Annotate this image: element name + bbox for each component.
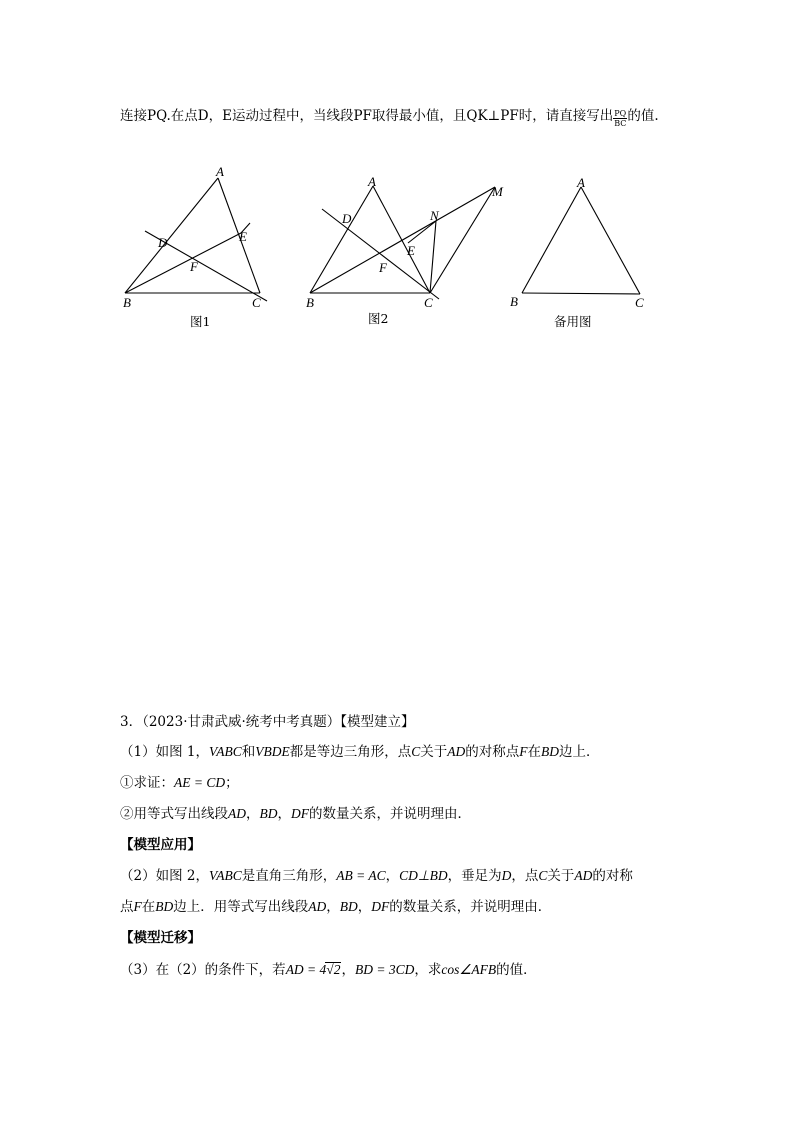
problem3-q1-part2: [120, 804, 471, 824]
text-run: 在: [141, 899, 156, 915]
text-run: AD = 4: [285, 962, 327, 977]
fig1-caption: 图1: [190, 314, 211, 329]
text-run: 2: [333, 962, 341, 977]
fig2-label-F: F: [379, 260, 387, 275]
text-run: 在: [527, 744, 541, 760]
figure-3-diagram: [522, 187, 640, 294]
problem3-q2-line1: [120, 866, 633, 886]
fig2-label-E: E: [407, 243, 415, 258]
text-run: C: [411, 744, 421, 759]
section-model-application: [120, 835, 201, 855]
text-run: BD: [155, 899, 174, 914]
fig1-label-E: E: [239, 229, 247, 244]
intro-text-end: 的值.: [627, 108, 659, 124]
text-run: C: [538, 868, 548, 883]
fig3-label-B: B: [510, 294, 518, 309]
text-run: VABC: [208, 744, 242, 759]
text-run: （1）如图 1，: [120, 744, 209, 760]
fig1-label-A: A: [216, 165, 224, 179]
fraction-denominator: BC: [614, 119, 627, 128]
fig2-caption: 图2: [368, 311, 389, 326]
fig2-label-M: M: [492, 184, 503, 199]
text-run: ，: [357, 899, 372, 915]
text-run: AD: [228, 806, 246, 821]
text-run: F: [519, 744, 528, 759]
text-run: F: [133, 899, 142, 914]
text-run: （2）如图 2，: [120, 868, 209, 884]
fig2-label-A: A: [368, 174, 376, 189]
text-run: AD: [574, 868, 593, 883]
text-run: ①求证：: [120, 775, 174, 791]
text-run: AB = AC: [336, 868, 386, 883]
text-run: ，: [341, 962, 355, 978]
text-run: ，: [277, 806, 291, 822]
text-run: BD: [339, 899, 358, 914]
text-run: VABC: [208, 868, 242, 883]
text-run: ，: [385, 868, 400, 884]
text-run: ②用等式写出线段: [120, 806, 228, 822]
text-run: cos∠AFB: [441, 962, 497, 977]
text-run: 关于: [547, 868, 575, 884]
text-run: 都是等边三角形，点: [289, 744, 412, 760]
text-run: AD: [308, 899, 327, 914]
text-run: ，: [246, 806, 260, 822]
text-run: 的值．: [496, 962, 537, 978]
text-run: 的数量关系，并说明理由．: [309, 806, 471, 822]
text-run: DF: [291, 806, 309, 821]
text-run: BD = 3CD: [354, 962, 415, 977]
fig1-label-F: F: [190, 259, 198, 274]
text-run: 边上．: [559, 744, 600, 760]
fig1-label-B: B: [123, 295, 131, 310]
fig1-label-C: C: [252, 295, 261, 310]
text-run: 关于: [420, 744, 448, 760]
text-run: BD: [259, 806, 278, 821]
text-run: 的对称: [592, 868, 633, 884]
fig1-label-D: D: [158, 235, 168, 250]
text-run: 【模型应用】: [120, 837, 201, 853]
text-run: 【模型迁移】: [120, 930, 201, 946]
text-run: 的数量关系，并说明理由．: [389, 899, 552, 915]
text-run: ；: [225, 775, 239, 791]
section-model-transfer: [120, 928, 201, 948]
fig2-label-N: N: [430, 208, 439, 223]
fig3-caption: 备用图: [554, 314, 592, 329]
fig2-label-B: B: [306, 295, 314, 310]
text-run: ，求: [414, 962, 442, 978]
figure-2-diagram: [310, 186, 495, 299]
problem3-q2-line2: [120, 897, 551, 917]
text-run: ，垂足为: [447, 868, 502, 884]
fraction-numerator: PQ: [614, 109, 627, 118]
text-run: （3）在（2）的条件下，若: [120, 962, 286, 978]
text-run: 3．（2023·甘肃武威·统考中考真题）【模型建立】: [120, 714, 415, 730]
intro-line: [120, 106, 659, 128]
text-run: AD: [447, 744, 466, 759]
text-run: 和: [241, 744, 256, 760]
fig3-label-C: C: [635, 295, 644, 310]
problem3-q1: [120, 742, 600, 762]
text-run: AE = CD: [174, 775, 226, 790]
fig3-label-A: A: [577, 175, 585, 190]
text-run: BD: [541, 744, 559, 759]
problem3-q1-part1: [120, 773, 239, 793]
fig2-label-C: C: [424, 295, 433, 310]
text-run: 的对称点: [465, 744, 520, 760]
figures-row: [110, 165, 670, 345]
fig2-label-D: D: [342, 211, 352, 226]
ratio-fraction: [613, 109, 627, 128]
problem3-q3: [120, 960, 537, 980]
text-run: 是直角三角形，: [241, 868, 337, 884]
sqrt-radicand: √2: [326, 962, 341, 977]
text-run: 点: [120, 899, 134, 915]
text-run: ，点: [511, 868, 539, 884]
text-run: CD⊥BD: [399, 868, 448, 883]
text-run: D: [501, 868, 512, 883]
text-run: 边上．用等式写出线段: [173, 899, 309, 915]
problem3-header: [120, 712, 415, 732]
text-run: ，: [326, 899, 340, 915]
text-run: VBDE: [255, 744, 290, 759]
text-run: DF: [371, 899, 390, 914]
intro-text: 连接PQ.在点D，E运动过程中，当线段PF取得最小值，且QK⊥PF时，请直接写出: [120, 108, 614, 124]
